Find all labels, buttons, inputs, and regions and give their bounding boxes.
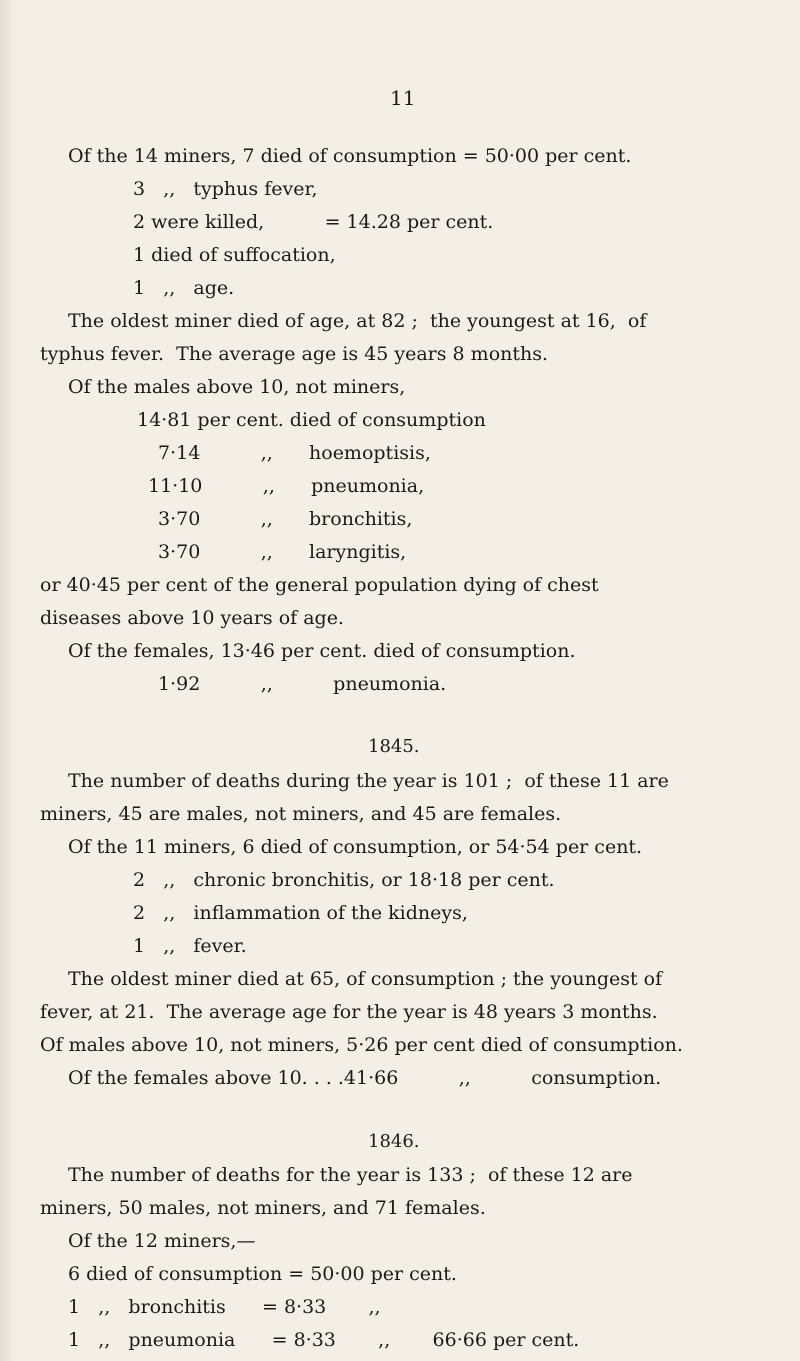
text-line: or 40·45 per cent of the general population dying of chest <box>40 574 599 596</box>
text-line: miners, 50 males, not miners, and 71 females. <box>40 1197 486 1219</box>
text-line: 3·70 ,, laryngitis, <box>158 541 407 563</box>
text-line: 1 ,, fever. <box>133 935 247 957</box>
text-line: miners, 45 are males, not miners, and 45 are females. <box>40 803 562 825</box>
text-line: Of males above 10, not miners, 5·26 per cent died of consumption. <box>40 1034 683 1056</box>
text-line: The oldest miner died at 65, of consumption ; the youngest of <box>68 968 663 990</box>
text-line: 1 ,, age. <box>133 277 235 299</box>
text-line: Of the males above 10, not miners, <box>68 376 406 398</box>
page-edge-shadow <box>0 0 14 1361</box>
text-line: 1·92 ,, pneumonia. <box>158 673 447 695</box>
section-year-heading: 1845. <box>368 736 420 757</box>
text-line: The number of deaths during the year is 101 ; of these 11 are <box>68 770 669 792</box>
text-line: 3 ,, typhus fever, <box>133 178 318 200</box>
text-line: 1 ,, pneumonia = 8·33 ,, 66·66 per cent. <box>68 1329 580 1351</box>
text-line: 6 died of consumption = 50·00 per cent. <box>68 1263 457 1285</box>
text-line: The number of deaths for the year is 133 ; of these 12 are <box>68 1164 633 1186</box>
text-line: fever, at 21. The average age for the year is 48 years 3 months. <box>40 1001 658 1023</box>
text-line: 14·81 per cent. died of consumption <box>137 409 486 431</box>
text-line: typhus fever. The average age is 45 years 8 months. <box>40 343 549 365</box>
text-line: 2 ,, chronic bronchitis, or 18·18 per cent. <box>133 869 555 891</box>
text-line: Of the 14 miners, 7 died of consumption = 50·00 per cent. <box>68 145 632 167</box>
text-line: 11·10 ,, pneumonia, <box>148 475 425 497</box>
text-line: diseases above 10 years of age. <box>40 607 344 629</box>
text-line: 1 died of suffocation, <box>133 244 336 266</box>
text-line: Of the females above 10. . . .41·66 ,, consumption. <box>68 1067 662 1089</box>
text-line: Of the 12 miners,— <box>68 1230 256 1252</box>
text-line: 3·70 ,, bronchitis, <box>158 508 413 530</box>
section-year-heading: 1846. <box>368 1131 420 1152</box>
text-line: 2 ,, inflammation of the kidneys, <box>133 902 468 924</box>
text-line: 2 were killed, = 14.28 per cent. <box>133 211 494 233</box>
text-line-content: The oldest miner died of age, at 82 ; the youngest at 16, of <box>68 310 647 332</box>
text-line: Of the 11 miners, 6 died of consumption, or 54·54 per cent. <box>68 836 643 858</box>
text-line: Of the females, 13·46 per cent. died of consumption. <box>68 640 576 662</box>
text-line: 7·14 ,, hoemoptisis, <box>158 442 431 464</box>
text-line: 1 ,, bronchitis = 8·33 ,, <box>68 1296 381 1318</box>
page-number: 11 <box>390 86 416 110</box>
text-line <box>68 310 736 332</box>
